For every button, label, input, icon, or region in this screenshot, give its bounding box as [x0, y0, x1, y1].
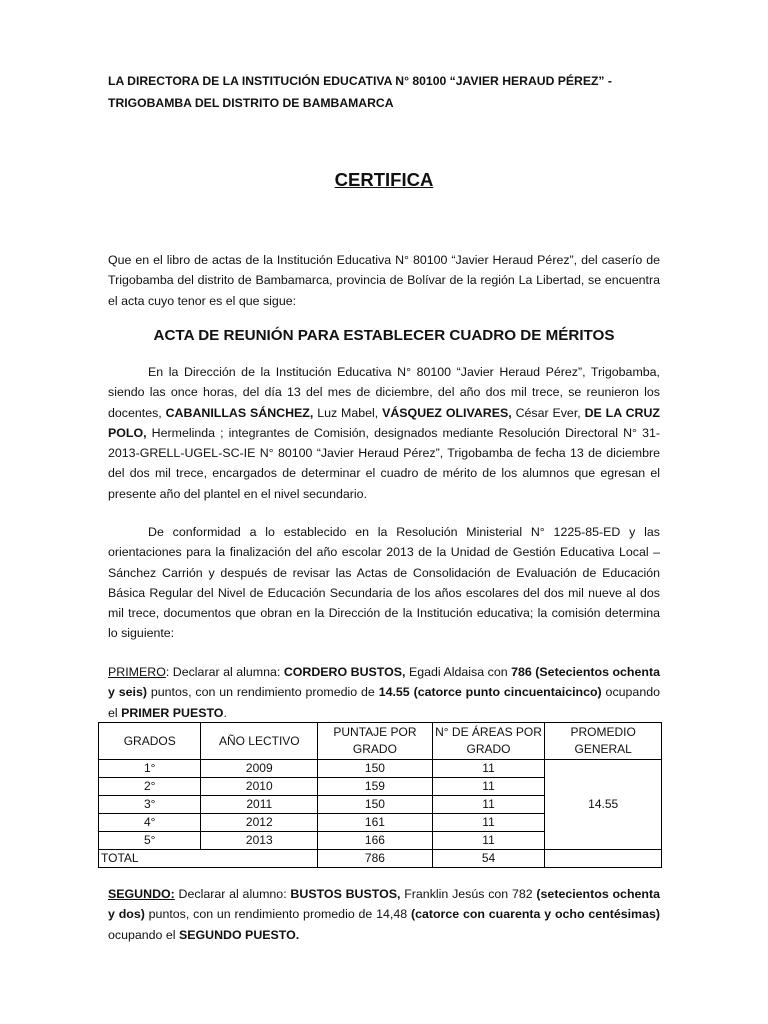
teacher-name-1: CABANILLAS SÁNCHEZ, [165, 405, 314, 420]
cell-anio: 2009 [201, 760, 318, 778]
cell-total-empty [545, 850, 662, 868]
cell-total-puntaje: 786 [318, 850, 433, 868]
primero-rank: PRIMER PUESTO [121, 705, 224, 720]
document-title: CERTIFICA [334, 169, 434, 190]
primero-student-name: CORDERO BUSTOS, [283, 665, 406, 679]
cell-total-areas: 54 [432, 850, 545, 868]
primero-text-d: ocupando el [108, 685, 660, 720]
segundo-text-c: puntos, con un rendimiento promedio de 14,48 [144, 907, 411, 922]
col-header-grados: GRADOS [99, 723, 201, 760]
primero-text-b: Egadi Aldaisa con [405, 665, 512, 679]
primero-paragraph [108, 662, 660, 723]
meeting-text-a: En la Dirección de la Institución Educativa N° 80100 “Javier Heraud Pérez”, Trigobamba, siendo las once horas, del día 13 del mes de diciembre, del año dos mil trece, se reunieron los docentes, [108, 365, 660, 420]
segundo-rank: SEGUNDO PUESTO. [178, 927, 300, 942]
cell-grado: 2° [99, 778, 201, 796]
primero-score-words: (Setecientos ochenta y seis) [108, 665, 660, 700]
meeting-text-c1: Luz Mabel, [313, 405, 383, 420]
cell-anio: 2010 [201, 778, 318, 796]
table-total-row [99, 850, 662, 868]
cell-grado: 5° [99, 832, 201, 850]
segundo-label: SEGUNDO: [108, 887, 175, 901]
cell-puntaje: 159 [318, 778, 433, 796]
cell-areas: 11 [432, 760, 545, 778]
primero-text-c: puntos, con un rendimiento promedio de [147, 685, 379, 700]
merit-table-header-row [99, 723, 662, 760]
cell-anio: 2013 [201, 832, 318, 850]
cell-puntaje: 150 [318, 760, 433, 778]
teacher-name-2: VÁSQUEZ OLIVARES, [382, 405, 512, 420]
teacher-name-3: DE LA CRUZ POLO, [108, 405, 660, 440]
cell-promedio-general: 14.55 [545, 760, 662, 850]
primero-text-a: : Declarar al alumna: [165, 665, 284, 679]
primero-score: 786 [511, 665, 532, 679]
table-row [99, 760, 662, 778]
cell-grado: 1° [99, 760, 201, 778]
acta-title: ACTA DE REUNIÓN PARA ESTABLECER CUADRO DE MÉRITOS [153, 327, 615, 344]
col-header-puntaje: PUNTAJE POR GRADO [318, 723, 433, 760]
cell-areas: 11 [432, 814, 545, 832]
col-header-anio: AÑO LECTIVO [201, 723, 318, 760]
cell-grado: 3° [99, 796, 201, 814]
meeting-paragraph [108, 362, 660, 504]
cell-puntaje: 166 [318, 832, 433, 850]
segundo-text-b: Franklin Jesús con 782 [400, 887, 537, 901]
segundo-student-name: BUSTOS BUSTOS, [290, 887, 401, 901]
conformity-paragraph: De conformidad a lo establecido en la Resolución Ministerial N° 1225-85-ED y las orientaciones para la finalización del año escolar 2013 de la Unidad de Gestión Educativa Local – Sánchez Carrión y después de revisar las Actas de Consolidación de Evaluación de Educación Básica Regular del Nivel de Educación Secundaria de los años escolares del dos mil nueve al dos mil trece, documentos que obran en la Dirección de la Institución educativa; la comisión determina lo siguiente: [108, 525, 660, 641]
primero-average-words: (catorce punto cincuentaicinco) [409, 685, 602, 700]
col-header-areas: N° DE ÁREAS POR GRADO [432, 723, 545, 760]
segundo-score-words: (setecientos ochenta y dos) [108, 887, 660, 922]
cell-puntaje: 150 [318, 796, 433, 814]
segundo-average-words: (catorce con cuarenta y ocho centésimas) [410, 907, 660, 922]
cell-total-label: TOTAL [99, 850, 318, 868]
segundo-paragraph [108, 884, 660, 945]
primero-label: PRIMERO [108, 665, 166, 679]
issuer-header [108, 70, 660, 114]
meeting-text-c2: César Ever, [511, 405, 585, 420]
intro-paragraph: Que en el libro de actas de la Institución Educativa N° 80100 “Javier Heraud Pérez”, del caserío de Trigobamba del distrito de Bambamarca, provincia de Bolívar de la región La Libertad, se encuentra el acta cuyo tenor es el que sigue: [108, 253, 660, 308]
cell-anio: 2011 [201, 796, 318, 814]
document-page [101, 70, 660, 942]
cell-anio: 2012 [201, 814, 318, 832]
segundo-text-a: Declarar al alumno: [174, 887, 291, 901]
cell-areas: 11 [432, 832, 545, 850]
primero-text-e: . [223, 705, 227, 720]
meeting-text-c3: Hermelinda ; integrantes de Comisión, designados mediante Resolución Directoral N° 31-2013-GRELL-UGEL-SC-IE N° 80100 “Javier Heraud Pérez”, Trigobamba de fecha 13 de diciembre del dos mil trece, encargados de determinar el cuadro de mérito de los alumnos que egresan el presente año del plantel en el nivel secundario. [108, 425, 660, 501]
merit-table [98, 722, 662, 868]
header-line-1: LA DIRECTORA DE LA INSTITUCIÓN EDUCATIVA N° 80100 “JAVIER HERAUD PÉREZ” - [108, 74, 612, 88]
segundo-text-d: ocupando el [108, 927, 179, 942]
primero-average: 14.55 [378, 685, 410, 700]
cell-grado: 4° [99, 814, 201, 832]
cell-puntaje: 161 [318, 814, 433, 832]
col-header-promedio: PROMEDIO GENERAL [545, 723, 662, 760]
cell-areas: 11 [432, 796, 545, 814]
header-line-2: TRIGOBAMBA DEL DISTRITO DE BAMBAMARCA [108, 96, 394, 110]
cell-areas: 11 [432, 778, 545, 796]
